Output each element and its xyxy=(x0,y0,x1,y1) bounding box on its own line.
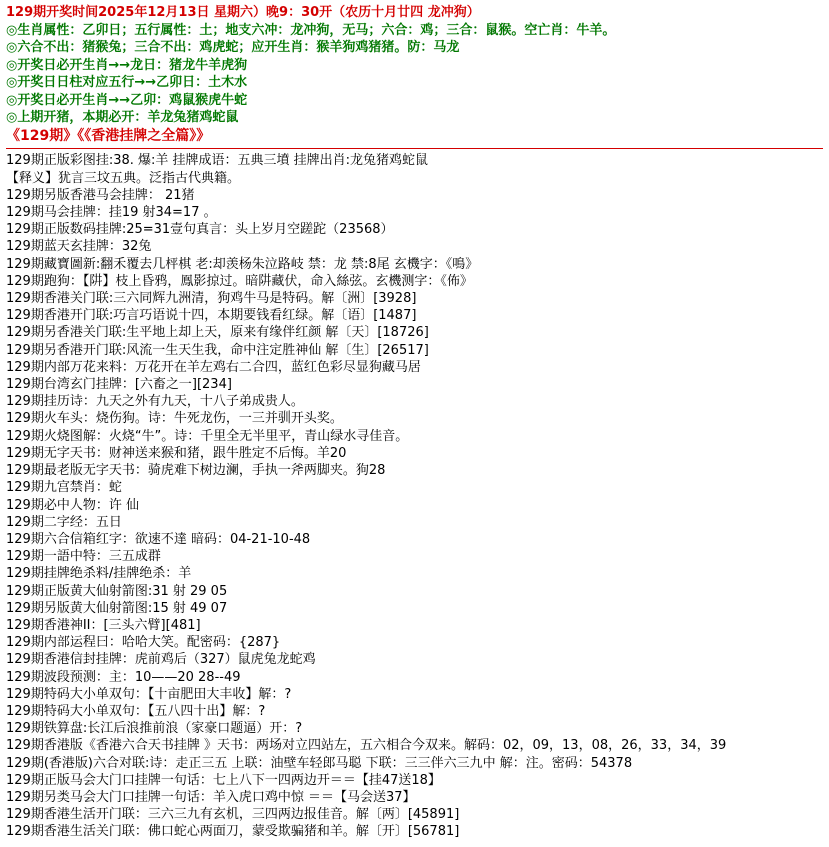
bulletin-line: 129期一語中特：三五成群 xyxy=(6,549,161,565)
bulletin-line: 129期(香港版)六合对联:诗：走正三五 上联：油壁车轻郎马聪 下联：三三伴六三九中 解：注。密码：54378 xyxy=(6,755,633,771)
bulletin-line: 129期香港生活开门联：三六三九有玄机，三四两边报佳音。解〔两〕[45891] xyxy=(6,807,460,823)
bulletin-line: 129期另香港关门联:生平地上却上天，原来有缘伴红颜 解〔天〕[18726] xyxy=(6,325,429,341)
bulletin-line: 129期香港开门联:巧言巧语说十四，本期要钱看红绿。解〔语〕[1487] xyxy=(6,308,417,324)
bulletin-line: 129期必中人物：许 仙 xyxy=(6,497,139,513)
bulletin-line: 129期九宫禁肖：蛇 xyxy=(6,480,122,496)
bulletin-line: 129期正版黄大仙射箭图:31 射 29 05 xyxy=(6,583,228,599)
green-attributes-block xyxy=(6,22,823,126)
green-line: ◎开奖日必开生肖→→乙卯：鸡鼠猴虎牛蛇 xyxy=(6,92,248,108)
bulletin-line: 129期另版香港马会挂牌： 21猪 xyxy=(6,187,195,203)
green-line: ◎开奖日日柱对应五行→→乙卯日：土木水 xyxy=(6,75,248,91)
bulletin-line: 【释义】犹言三坟五典。泛指古代典籍。 xyxy=(6,170,241,186)
bulletin-line: 129期香港神II：[三头六臂][481] xyxy=(6,617,201,633)
bulletin-line: 129期香港版《香港六合天书挂牌 》天书：两场对立四站左，五六相合今双来。解码：02，09，13，08，26，33，34，39 xyxy=(6,738,727,754)
bulletin-line: 129期台湾玄门挂牌：[六畜之一][234] xyxy=(6,377,232,393)
bulletin-line: 129期内部万花来料：万花开在羊左鸡右二合四，蓝红色彩尽显狗藏马居 xyxy=(6,359,421,375)
bulletin-line: 129期另类马会大门口挂牌一句话：羊入虎口鸡中惊 ＝＝【马会送37】 xyxy=(6,789,416,805)
bulletin-line: 129期特码大小单双句：【五八四十出】解：? xyxy=(6,703,266,719)
bulletin-line: 129期藏寶圖新:翻禾覆去几枰棋 老:却羡杨朱泣路岐 禁：龙 禁:8尾 玄機字：《鳴》 xyxy=(6,256,479,272)
bulletin-line: 129期蓝天玄挂牌：32兔 xyxy=(6,239,152,255)
bulletin-line: 129期波段预测：主：10——20 28--49 xyxy=(6,669,241,685)
bulletin-line: 129期挂牌绝杀料/挂牌绝杀：羊 xyxy=(6,566,192,582)
bulletin-line: 129期正版马会大门口挂牌一句话：七上八下一四两边开＝＝【挂47送18】 xyxy=(6,772,441,788)
bulletin-line: 129期铁算盘:长江后浪推前浪（家豪口题逼）开：? xyxy=(6,721,303,737)
green-line: ◎开奖日必开生肖→→龙日：猪龙牛羊虎狗 xyxy=(6,57,248,73)
green-line: ◎六合不出：猪猴兔；三合不出：鸡虎蛇；应开生肖：猴羊狗鸡猪猪。防：马龙 xyxy=(6,40,460,56)
bulletin-line: 129期最老版无字天书：骑虎难下树边澜，手执一斧两脚夹。狗28 xyxy=(6,463,386,479)
bulletin-line: 129期挂历诗：九天之外有九天，十八子弟成贵人。 xyxy=(6,394,304,410)
bulletin-line: 129期正版彩图挂:38. 爆:羊 挂牌成语：五典三墳 挂牌出肖:龙兔猪鸡蛇鼠 xyxy=(6,153,429,169)
draw-time-header: 129期开奖时间2025年12月13日 星期六）晚9：30开（农历十月廿四 龙冲狗） xyxy=(6,5,480,20)
bulletin-line: 129期马会挂牌：挂19 射34=17 。 xyxy=(6,205,217,221)
bulletin-line: 129期火烧图解：火烧“牛”。诗：千里全无半里平，青山绿水寻佳音。 xyxy=(6,428,409,444)
bulletin-line: 129期无字天书：财神送来猴和猪，跟牛胜定不后悔。羊20 xyxy=(6,445,347,461)
bulletin-body xyxy=(6,152,823,840)
bulletin-line: 129期另版黄大仙射箭图:15 射 49 07 xyxy=(6,600,228,616)
bulletin-line: 129期特码大小单双句：【十亩肥田大丰收】解：? xyxy=(6,686,292,702)
bulletin-line: 129期六合信箱红字：欲速不達 暗码：04-21-10-48 xyxy=(6,531,311,547)
red-divider xyxy=(6,148,823,149)
bulletin-line: 129期香港生活关门联：佛口蛇心两面刀，蒙受欺骗猪和羊。解〔开〕[56781] xyxy=(6,824,460,840)
bulletin-line: 129期二字经：五日 xyxy=(6,514,122,530)
bulletin-line: 129期香港关门联:三六同辉九洲清，狗鸡牛马是特码。解〔洲〕[3928] xyxy=(6,291,417,307)
bulletin-line: 129期另香港开门联:风流一生天生我，命中注定胜神仙 解〔生〕[26517] xyxy=(6,342,429,358)
bulletin-line: 129期火车头：烧伤狗。诗：牛死龙伤，一三并驯开头奖。 xyxy=(6,411,343,427)
bulletin-line: 129期正版数码挂牌:25=31壹句真言：头上岁月空蹉跎（23568） xyxy=(6,222,394,238)
bulletin-line: 129期香港信封挂牌：虎前鸡后（327）鼠虎兔龙蛇鸡 xyxy=(6,652,316,668)
green-line: ◎上期开猪，本期必开：羊龙兔猪鸡蛇鼠 xyxy=(6,110,239,126)
green-line: ◎生肖属性：乙卯日；五行属性：土；地支六冲：龙冲狗，无马；六合：鸡；三合：鼠猴。空亡肖：牛羊。 xyxy=(6,23,616,38)
bulletin-line: 129期跑狗：【阱】枝上昏鸦，鳯影掠过。暗阱藏伏，命入絲弦。玄機测字：《佈》 xyxy=(6,273,473,289)
section-title: 《129期》《《香港挂牌之全篇》》 xyxy=(6,128,211,145)
bulletin-line: 129期内部运程曰：哈哈大笑。配密码：{287} xyxy=(6,635,281,651)
